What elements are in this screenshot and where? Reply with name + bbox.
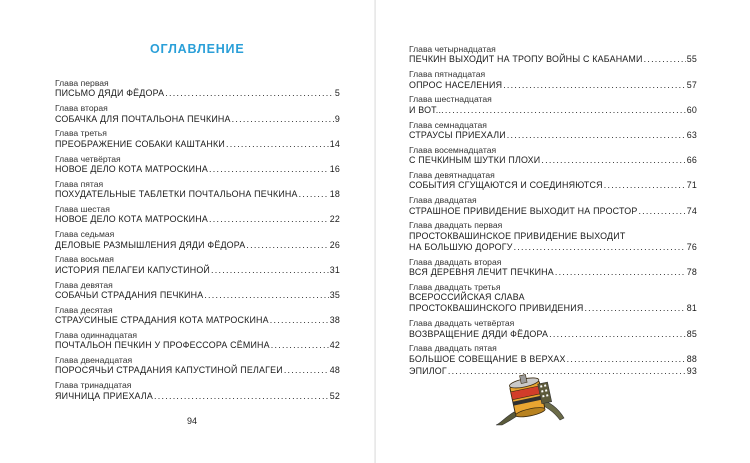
- page-ref: 26: [329, 239, 340, 250]
- dot-leader: [209, 164, 329, 175]
- chapter-title-line: [409, 180, 697, 191]
- toc-entry: [55, 355, 340, 380]
- toc-entry: [409, 145, 697, 170]
- chapter-title: И ВОТ...: [409, 104, 444, 115]
- chapter-label: Глава одиннадцатая: [55, 329, 138, 340]
- page-ref: 35: [329, 289, 340, 300]
- chapter-title: СТРАУСИНЫЕ СТРАДАНИЯ КОТА МАТРОСКИНА: [55, 315, 269, 326]
- dot-leader: [209, 214, 329, 225]
- dot-leader: [555, 267, 686, 278]
- toc-entry: [409, 257, 697, 282]
- chapter-title: ВОЗВРАЩЕНИЕ ДЯДИ ФЁДОРА: [409, 328, 549, 339]
- page-ref: 85: [686, 328, 697, 339]
- page-ref: 71: [686, 180, 697, 191]
- chapter-title-line: [409, 329, 697, 340]
- page-ref: 38: [329, 315, 340, 326]
- page-ref: 74: [686, 205, 697, 216]
- dot-leader: [226, 139, 329, 150]
- chapter-title-first-line: ВСЕРОССИЙСКАЯ СЛАВА: [409, 292, 525, 303]
- dot-leader: [604, 180, 686, 191]
- chapter-title-line: [409, 354, 697, 365]
- dot-leader: [549, 329, 686, 340]
- chapter-label: Глава тринадцатая: [55, 380, 132, 391]
- toc-entry: [409, 170, 697, 195]
- chapter-title-line: [55, 265, 340, 276]
- toc-entry: [409, 94, 697, 119]
- toc-entry: [55, 330, 340, 355]
- chapter-label: Глава девятая: [55, 279, 113, 290]
- page-ref: 81: [686, 303, 697, 314]
- chapter-title: ПОЧТАЛЬОН ПЕЧКИН У ПРОФЕССОРА СЁМИНА: [55, 340, 270, 351]
- dot-leader: [503, 80, 686, 91]
- epilogue-title: ЭПИЛОГ: [409, 366, 447, 377]
- toc-entry: [409, 69, 697, 94]
- dot-leader: [299, 189, 329, 200]
- chapter-title-line: [409, 242, 697, 253]
- chapter-label: Глава девятнадцатая: [409, 169, 495, 180]
- toc-entry: [55, 254, 340, 279]
- chapter-title-line: [55, 340, 340, 351]
- chapter-label: Глава шестнадцатая: [409, 94, 492, 105]
- dot-leader: [448, 366, 686, 377]
- dot-leader: [204, 290, 328, 301]
- chapter-label: Глава двенадцатая: [55, 355, 133, 366]
- chapter-title-line: [409, 155, 697, 166]
- toc-entry: [55, 305, 340, 330]
- chapter-title-line: [55, 189, 340, 200]
- page-ref: 63: [686, 129, 697, 140]
- dot-leader: [541, 155, 685, 166]
- toc-entry: [55, 229, 340, 254]
- chapter-title: СОБАЧКА ДЛЯ ПОЧТАЛЬОНА ПЕЧКИНА: [55, 113, 231, 124]
- page-ref: 5: [334, 88, 340, 99]
- dot-leader: [165, 88, 334, 99]
- dot-leader: [284, 365, 329, 376]
- dot-leader: [271, 340, 329, 351]
- chapter-title: СТРАУСЫ ПРИЕХАЛИ: [409, 129, 506, 140]
- toc-entry: [55, 280, 340, 305]
- chapter-label: Глава пятнадцатая: [409, 69, 486, 80]
- chapter-title: СОБАЧЬИ СТРАДАНИЯ ПЕЧКИНА: [55, 289, 204, 300]
- chapter-label: Глава семнадцатая: [409, 119, 487, 130]
- chapter-label: Глава шестая: [55, 203, 110, 214]
- page-ref: 88: [686, 353, 697, 364]
- page-ref: 57: [686, 79, 697, 90]
- chapter-title: ПРОСТОКВАШИНСКОГО ПРИВИДЕНИЯ: [409, 303, 584, 314]
- toc-entry: [55, 154, 340, 179]
- chapter-title-line: [409, 105, 697, 116]
- chapter-title-line: [409, 130, 697, 141]
- page-ref: 78: [686, 267, 697, 278]
- chapter-label: Глава двадцатая: [409, 195, 477, 206]
- chapter-title: СТРАШНОЕ ПРИВИДЕНИЕ ВЫХОДИТ НА ПРОСТОР: [409, 205, 638, 216]
- chapter-title-line: [55, 139, 340, 150]
- chapter-label: Глава двадцать четвёртая: [409, 318, 515, 329]
- page-ref: 42: [329, 340, 340, 351]
- toc-entry: [55, 204, 340, 229]
- page-ref: 55: [686, 54, 697, 65]
- chapter-title-line: [55, 391, 340, 402]
- toc-entry: [409, 318, 697, 343]
- chapter-label: Глава восемнадцатая: [409, 144, 497, 155]
- page-ref: 93: [686, 366, 697, 377]
- page-ref: 9: [334, 113, 340, 124]
- chapter-title: НОВОЕ ДЕЛО КОТА МАТРОСКИНА: [55, 214, 208, 225]
- dot-leader: [270, 315, 329, 326]
- toc-entry: [55, 103, 340, 128]
- page-ref: 16: [329, 163, 340, 174]
- chapter-label: Глава двадцать пятая: [409, 343, 497, 354]
- toc-entry: [409, 282, 697, 318]
- page-ref: 60: [686, 104, 697, 115]
- toc-left-column: [55, 78, 340, 405]
- chapter-title: НА БОЛЬШУЮ ДОРОГУ: [409, 241, 513, 252]
- contents-title: ОГЛАВЛЕНИЕ: [150, 42, 245, 56]
- chapter-title: ДЕЛОВЫЕ РАЗМЫШЛЕНИЯ ДЯДИ ФЁДОРА: [55, 239, 246, 250]
- chapter-label: Глава четырнадцатая: [409, 44, 496, 54]
- toc-entry: [409, 44, 697, 69]
- chapter-title: ЯИЧНИЦА ПРИЕХАЛА: [55, 390, 154, 401]
- chapter-label: Глава четвёртая: [55, 153, 121, 164]
- page-ref: 14: [329, 138, 340, 149]
- page-number: 94: [187, 416, 198, 426]
- dot-leader: [567, 354, 686, 365]
- toc-entry: [409, 343, 697, 366]
- dot-leader: [584, 303, 685, 314]
- chapter-title-line: [55, 290, 340, 301]
- chapter-label: Глава седьмая: [55, 229, 115, 240]
- chapter-label: Глава десятая: [55, 304, 113, 315]
- chapter-title-line: [55, 240, 340, 251]
- chapter-title-line: [409, 267, 697, 278]
- toc-entry: [55, 380, 340, 405]
- page-ref: 76: [686, 241, 697, 252]
- chapter-label: Глава восьмая: [55, 254, 114, 265]
- chapter-title: ИСТОРИЯ ПЕЛАГЕИ КАПУСТИНОЙ: [55, 264, 211, 275]
- chapter-label: Глава двадцать первая: [409, 220, 503, 231]
- chapter-title: ПРЕОБРАЖЕНИЕ СОБАКИ КАШТАНКИ: [55, 138, 225, 149]
- dot-leader: [154, 391, 329, 402]
- chapter-label: Глава пятая: [55, 178, 104, 189]
- toc-entry: [409, 220, 697, 256]
- chapter-title: СОБЫТИЯ СГУЩАЮТСЯ И СОЕДИНЯЮТСЯ: [409, 180, 603, 191]
- toc-entry: [55, 128, 340, 153]
- chapter-title: ВСЯ ДЕРЕВНЯ ЛЕЧИТ ПЕЧКИНА: [409, 267, 554, 278]
- dot-leader: [514, 242, 686, 253]
- film-canister-icon: [494, 368, 566, 426]
- toc-entry: [409, 120, 697, 145]
- chapter-label: Глава двадцать третья: [409, 281, 501, 292]
- chapter-title-line: [55, 365, 340, 376]
- chapter-title: С ПЕЧКИНЫМ ШУТКИ ПЛОХИ: [409, 155, 541, 166]
- chapter-title-line: [55, 315, 340, 326]
- toc-entry: [409, 195, 697, 220]
- page-ref: 31: [329, 264, 340, 275]
- dot-leader: [638, 206, 685, 217]
- page-ref: 48: [329, 365, 340, 376]
- page-ref: 22: [329, 214, 340, 225]
- dot-leader: [445, 105, 686, 116]
- chapter-label: Глава первая: [55, 78, 109, 88]
- page-ref: 18: [329, 189, 340, 200]
- dot-leader: [211, 265, 329, 276]
- page-ref: 66: [686, 155, 697, 166]
- dot-leader: [644, 54, 686, 65]
- chapter-title: БОЛЬШОЕ СОВЕЩАНИЕ В ВЕРХАХ: [409, 353, 566, 364]
- toc-right-column: [409, 44, 697, 392]
- toc-entry: [55, 179, 340, 204]
- chapter-title: НОВОЕ ДЕЛО КОТА МАТРОСКИНА: [55, 163, 208, 174]
- chapter-title-line: [409, 206, 697, 217]
- chapter-title-line: [409, 80, 697, 91]
- toc-entry: [55, 78, 340, 103]
- dot-leader: [246, 240, 328, 251]
- chapter-title-first-line: ПРОСТОКВАШИНСКОЕ ПРИВИДЕНИЕ ВЫХОДИТ: [409, 230, 626, 241]
- chapter-label: Глава двадцать вторая: [409, 256, 502, 267]
- chapter-title-line: [55, 88, 340, 99]
- chapter-title-line: [409, 303, 697, 314]
- chapter-title: ПИСЬМО ДЯДИ ФЁДОРА: [55, 88, 165, 99]
- chapter-title-line: [55, 114, 340, 125]
- dot-leader: [232, 114, 334, 125]
- chapter-title: ПОРОСЯЧЬИ СТРАДАНИЯ КАПУСТИНОЙ ПЕЛАГЕИ: [55, 365, 283, 376]
- chapter-title-line: [55, 214, 340, 225]
- dot-leader: [507, 130, 686, 141]
- book-gutter: [374, 0, 376, 463]
- chapter-label: Глава третья: [55, 128, 107, 139]
- chapter-title-line: [55, 164, 340, 175]
- chapter-label: Глава вторая: [55, 103, 108, 114]
- chapter-title: ОПРОС НАСЕЛЕНИЯ: [409, 79, 503, 90]
- chapter-title: ПЕЧКИН ВЫХОДИТ НА ТРОПУ ВОЙНЫ С КАБАНАМИ: [409, 54, 643, 65]
- chapter-title: ПОХУДАТЕЛЬНЫЕ ТАБЛЕТКИ ПОЧТАЛЬОНА ПЕЧКИНА: [55, 189, 298, 200]
- chapter-title-line: [409, 54, 697, 65]
- page-ref: 52: [329, 390, 340, 401]
